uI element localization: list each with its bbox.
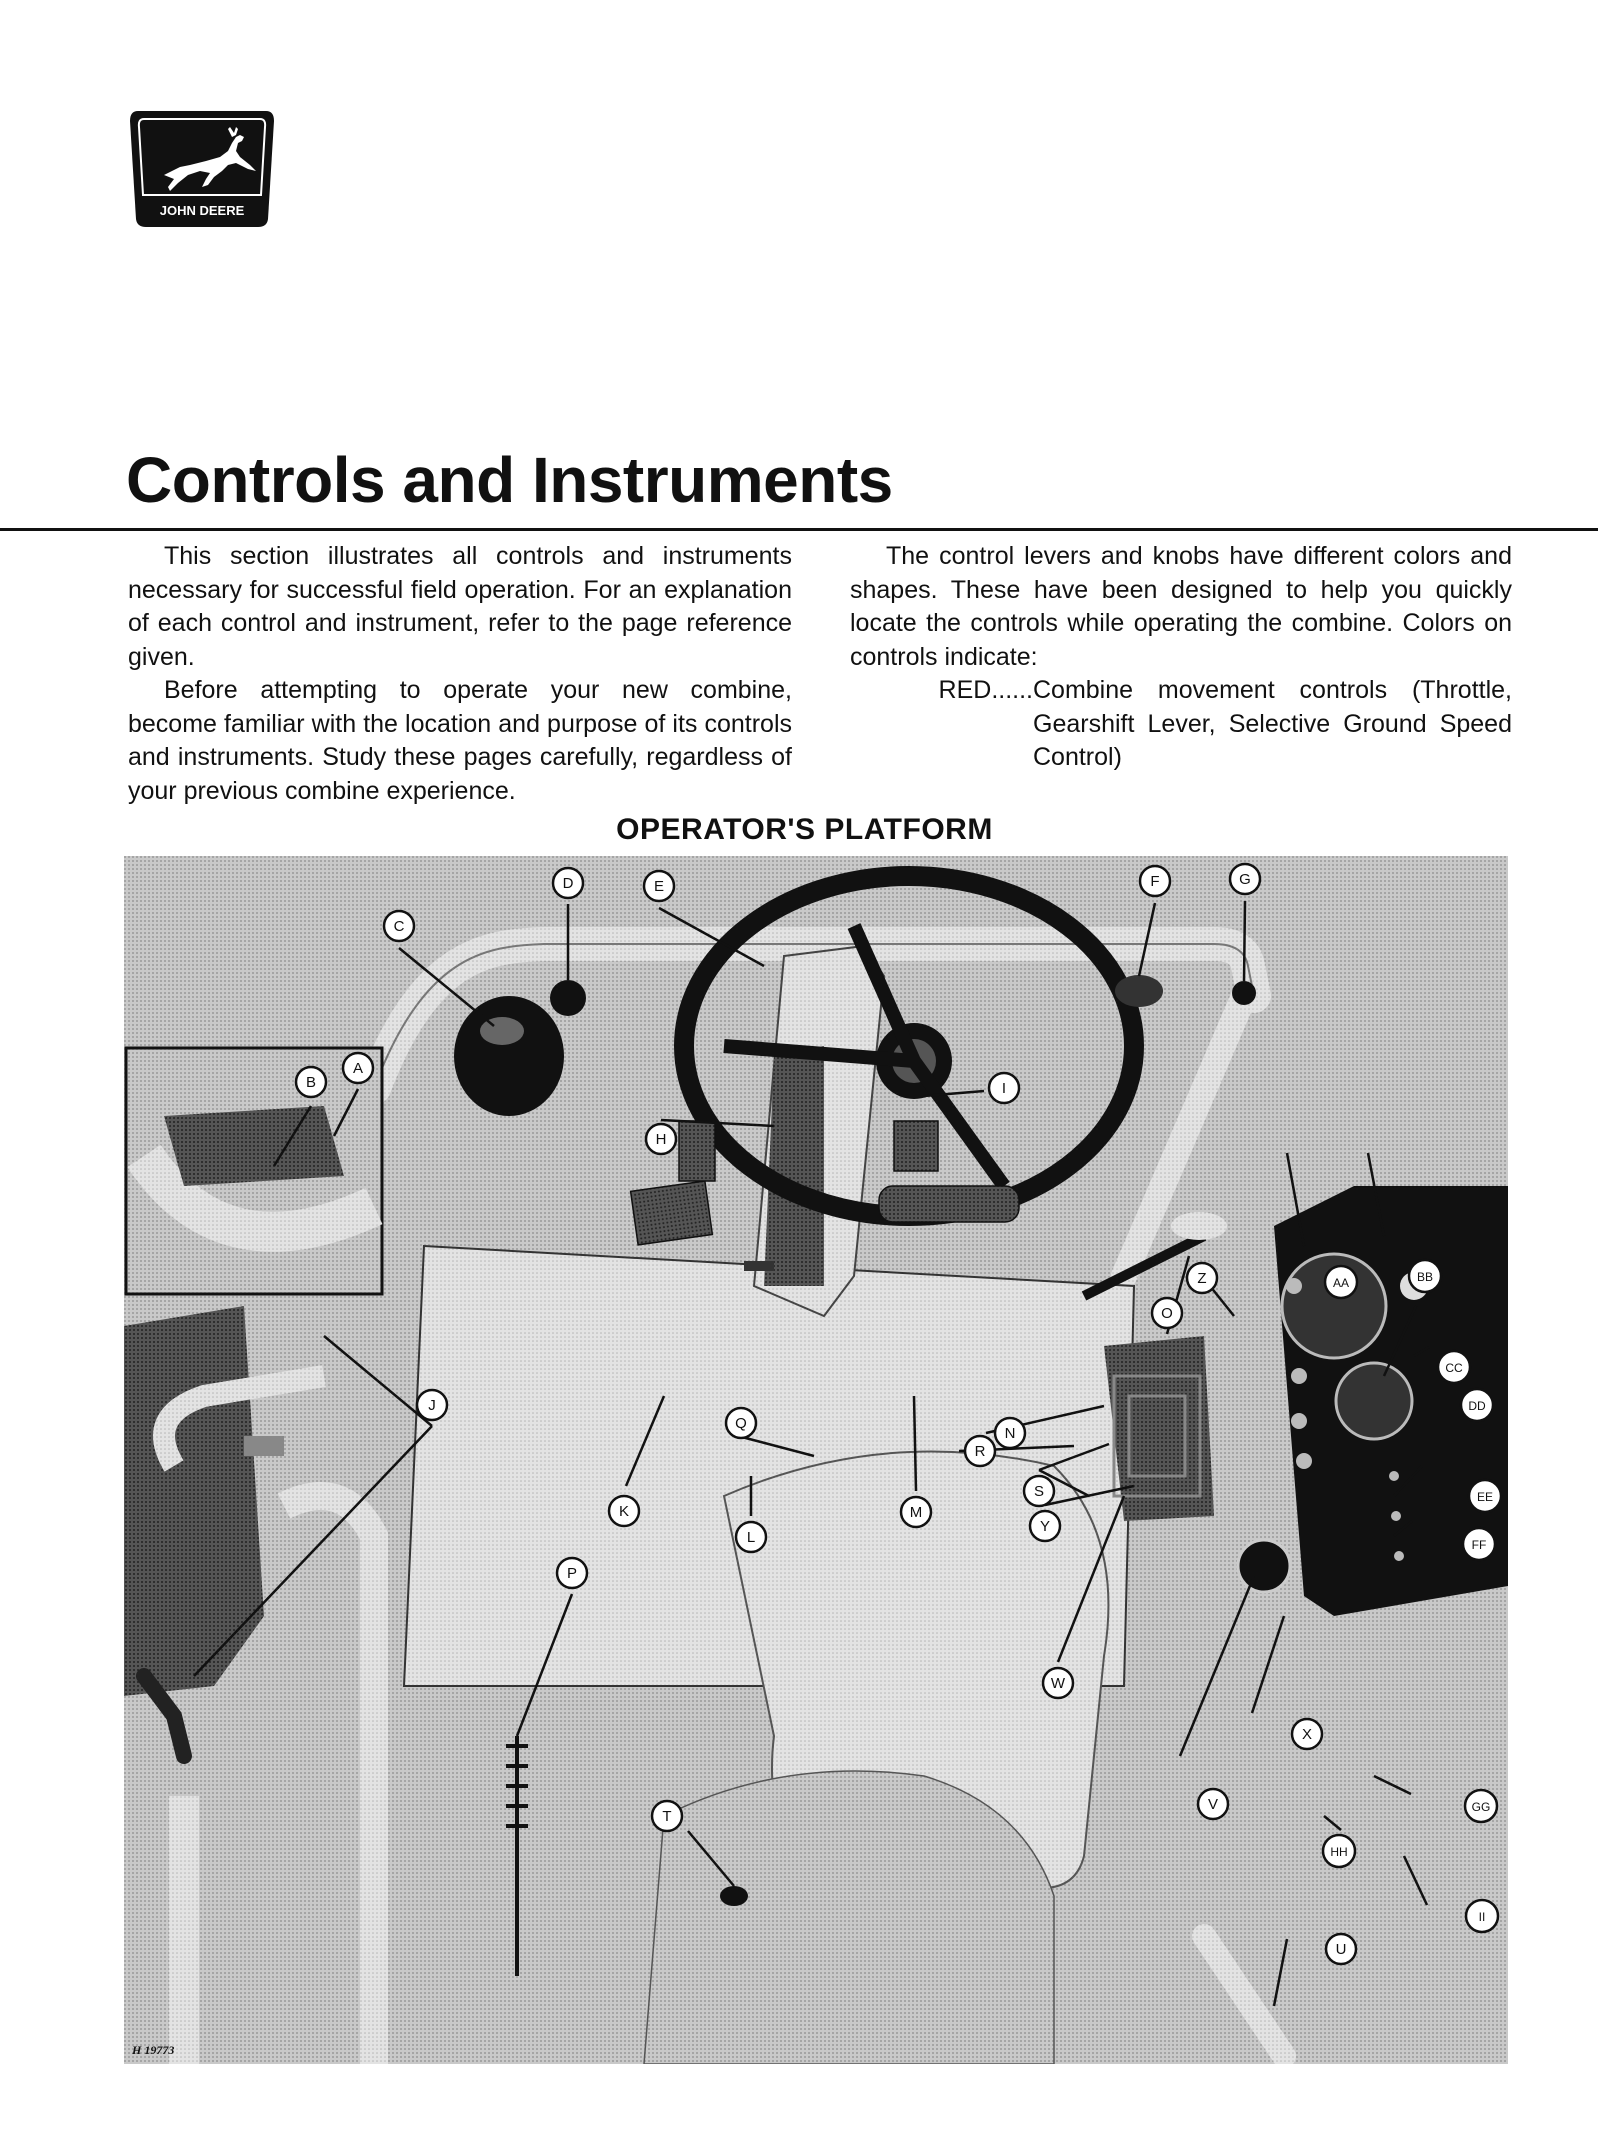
- callout-h: [646, 1124, 676, 1154]
- intro-paragraph: The control levers and knobs have different colors and shapes. These have been designed to help you quickly locate the controls while operating the combine. Colors on controls indicate:: [850, 542, 1512, 671]
- operator-platform-photo: [124, 856, 1508, 2064]
- callout-label: Q: [735, 1415, 747, 1432]
- callout-ee: [1469, 1480, 1501, 1512]
- callout-label: C: [393, 918, 405, 935]
- intro-left-column: [128, 540, 792, 808]
- callout-gg: [1465, 1790, 1497, 1822]
- callout-f: [1140, 866, 1170, 896]
- callout-label: N: [1004, 1425, 1016, 1442]
- callout-c: [384, 911, 414, 941]
- callout-t: [652, 1801, 682, 1831]
- callout-ii: [1466, 1900, 1498, 1932]
- callout-aa: [1325, 1266, 1357, 1298]
- callout-label: A: [352, 1060, 364, 1077]
- callout-z: [1187, 1263, 1217, 1293]
- callout-u: [1326, 1934, 1356, 1964]
- callout-label: L: [746, 1529, 756, 1546]
- callout-label: B: [305, 1074, 317, 1091]
- figure-code: H 19773: [132, 2043, 175, 2057]
- callout-label: O: [1161, 1305, 1173, 1322]
- callout-hh: [1323, 1835, 1355, 1867]
- callout-label: K: [618, 1503, 630, 1520]
- callout-label: D: [562, 875, 574, 892]
- callout-n: [995, 1418, 1025, 1448]
- callout-q: [726, 1408, 756, 1438]
- callout-l: [736, 1522, 766, 1552]
- callout-label: X: [1301, 1726, 1313, 1743]
- intro-right-column: [850, 540, 1512, 775]
- callout-i: [989, 1073, 1019, 1103]
- callout-w: [1043, 1668, 1073, 1698]
- callout-k: [609, 1496, 639, 1526]
- callout-e: [644, 871, 674, 901]
- callout-label: FF: [1471, 1538, 1487, 1552]
- callout-dd: [1461, 1389, 1493, 1421]
- callout-cc: [1438, 1351, 1470, 1383]
- callout-o: [1152, 1298, 1182, 1328]
- callout-label: II: [1478, 1910, 1486, 1924]
- callout-label: J: [428, 1397, 436, 1414]
- callout-label: S: [1033, 1483, 1045, 1500]
- callout-label: GG: [1471, 1800, 1491, 1814]
- callout-label: G: [1239, 871, 1251, 888]
- callout-label: W: [1050, 1675, 1066, 1692]
- callout-v: [1198, 1789, 1228, 1819]
- callout-label: HH: [1330, 1845, 1348, 1859]
- figure-heading: OPERATOR'S PLATFORM: [616, 813, 993, 846]
- john-deere-logo: [128, 107, 276, 229]
- callout-label: AA: [1332, 1276, 1350, 1290]
- callout-label: BB: [1416, 1270, 1434, 1284]
- callout-label: U: [1335, 1941, 1347, 1958]
- color-key-description: Combine movement controls (Throttle, Gearshift Lever, Selective Ground Speed Control): [1033, 676, 1512, 771]
- callout-label: EE: [1476, 1490, 1494, 1504]
- intro-paragraph: Before attempting to operate your new combine, become familiar with the location and purpose of its controls and instruments. Study these pages carefully, regardless of your previous combine experience.: [128, 676, 792, 805]
- callout-label: F: [1150, 873, 1160, 890]
- color-key-label: RED......: [938, 676, 1033, 704]
- callout-j: [417, 1390, 447, 1420]
- callout-s: [1024, 1476, 1054, 1506]
- callout-label: Z: [1197, 1270, 1207, 1287]
- callout-p: [557, 1558, 587, 1588]
- callout-label: CC: [1445, 1361, 1463, 1375]
- callout-label: P: [566, 1565, 578, 1582]
- logo-wordmark: JOHN DEERE: [159, 203, 245, 218]
- callout-b: [296, 1067, 326, 1097]
- callout-r: [965, 1436, 995, 1466]
- callout-x: [1292, 1719, 1322, 1749]
- callout-a: [343, 1053, 373, 1083]
- callout-m: [901, 1497, 931, 1527]
- callout-label: DD: [1468, 1399, 1486, 1413]
- callout-y: [1030, 1511, 1060, 1541]
- intro-paragraph: This section illustrates all controls and instruments necessary for successful field operation. For an explanation of each control and instrument, refer to the page reference given.: [128, 542, 792, 671]
- callout-label: E: [653, 878, 665, 895]
- callout-label: I: [1001, 1080, 1007, 1097]
- callout-label: M: [909, 1504, 923, 1521]
- title-rule: [0, 528, 1598, 531]
- callout-d: [553, 868, 583, 898]
- callout-label: H: [655, 1131, 667, 1148]
- page-title: Controls and Instruments: [126, 444, 893, 516]
- callout-ff: [1463, 1528, 1495, 1560]
- callout-bb: [1409, 1260, 1441, 1292]
- callout-label: V: [1207, 1796, 1219, 1813]
- callout-label: R: [974, 1443, 986, 1460]
- color-key-row: [850, 674, 1512, 775]
- callout-label: Y: [1039, 1518, 1051, 1535]
- callout-label: T: [662, 1808, 672, 1825]
- callout-g: [1230, 864, 1260, 894]
